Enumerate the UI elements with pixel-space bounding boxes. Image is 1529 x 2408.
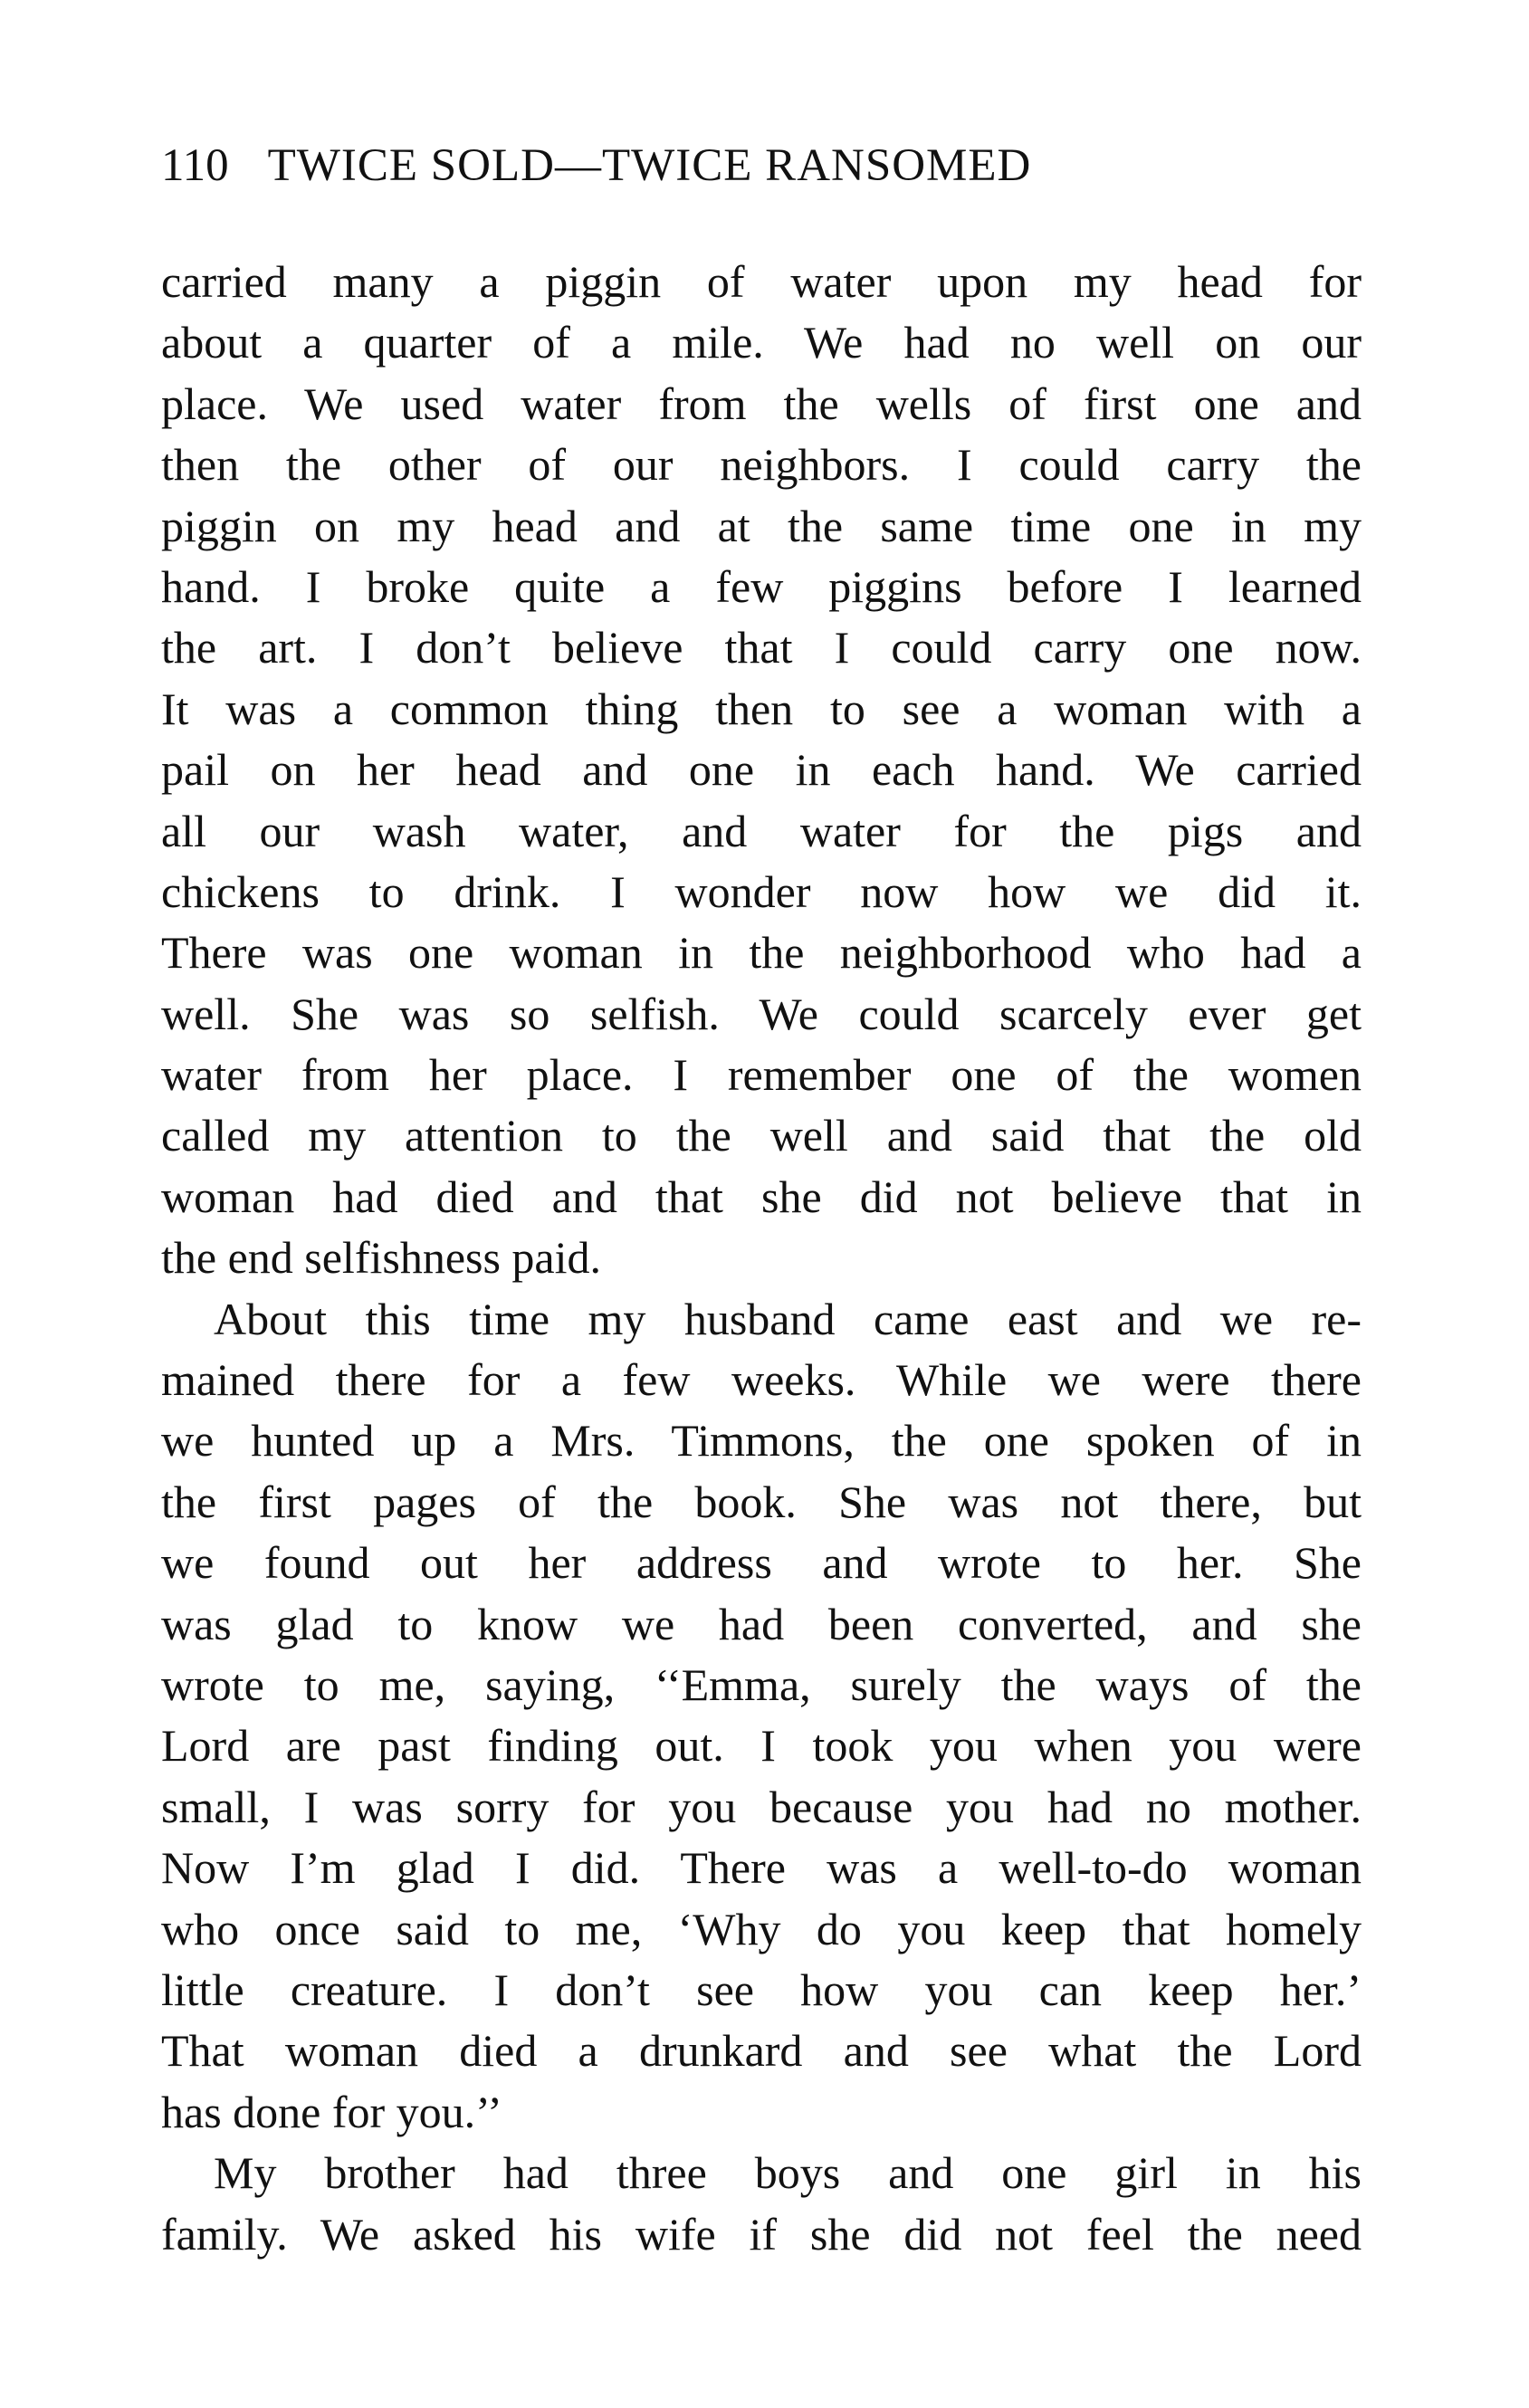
text-line: little creature. I don’t see how you can keep her.’ [161, 1964, 1362, 2015]
running-head [161, 134, 1362, 197]
text-line: all our wash water, and water for the pigs and [161, 805, 1362, 856]
text-line: piggin on my head and at the same time one in my [161, 500, 1362, 551]
text-line: Lord are past finding out. I took you when you were [161, 1720, 1362, 1772]
text-line: carried many a piggin of water upon my head for [161, 256, 1362, 307]
page-number: 110 [161, 140, 229, 191]
text-line: the art. I don’t believe that I could carry one now. [161, 622, 1362, 674]
text-line: woman had died and that she did not believe that in [161, 1171, 1362, 1222]
book-title: TWICE SOLD—TWICE RANSOMED [267, 140, 1032, 191]
text-line: It was a common thing then to see a woman with a [161, 683, 1362, 734]
text-line: pail on her head and one in each hand. We carried [161, 744, 1362, 796]
book-page [161, 134, 1362, 2265]
paragraph-3 [161, 2143, 1362, 2265]
text-line: called my attention to the well and said that the old [161, 1110, 1362, 1161]
text-line: the end selfishness paid. [161, 1232, 602, 1284]
text-line: hand. I broke quite a few piggins before I learned [161, 560, 1362, 612]
paragraph-1 [161, 252, 1362, 1289]
text-line: mained there for a few weeks. While we were there [161, 1354, 1362, 1406]
text-line: family. We asked his wife if she did not feel the need [161, 2208, 1362, 2260]
text-line: small, I was sorry for you because you had no mother. [161, 1781, 1362, 1832]
text-line: has done for you.’’ [161, 2086, 502, 2137]
text-line: the first pages of the book. She was not there, but [161, 1476, 1362, 1527]
text-line: There was one woman in the neighborhood who had a [161, 927, 1362, 979]
text-line: we hunted up a Mrs. Timmons, the one spoken of in [161, 1415, 1362, 1467]
paragraph-2 [161, 1289, 1362, 2143]
text-line: who once said to me, ‘Why do you keep that homely [161, 1903, 1362, 1954]
text-line: we found out her address and wrote to her. She [161, 1537, 1362, 1589]
text-line: About this time my husband came east and we re- [214, 1293, 1362, 1344]
text-line: wrote to me, saying, ‘‘Emma, surely the ways of the [161, 1658, 1362, 1710]
text-line: place. We used water from the wells of first one and [161, 377, 1362, 429]
text-line: then the other of our neighbors. I could carry the [161, 439, 1362, 491]
page-body [161, 252, 1362, 2265]
text-line: well. She was so selfish. We could scarcely ever get [161, 988, 1362, 1039]
text-line: Now I’m glad I did. There was a well-to-do woman [161, 1842, 1362, 1894]
text-line: water from her place. I remember one of the women [161, 1049, 1362, 1101]
text-line: My brother had three boys and one girl in his [214, 2147, 1362, 2199]
text-line: chickens to drink. I wonder now how we did it. [161, 865, 1362, 917]
text-line: about a quarter of a mile. We had no well on our [161, 317, 1362, 368]
text-line: was glad to know we had been converted, and she [161, 1598, 1362, 1649]
text-line: That woman died a drunkard and see what the Lord [161, 2025, 1362, 2077]
